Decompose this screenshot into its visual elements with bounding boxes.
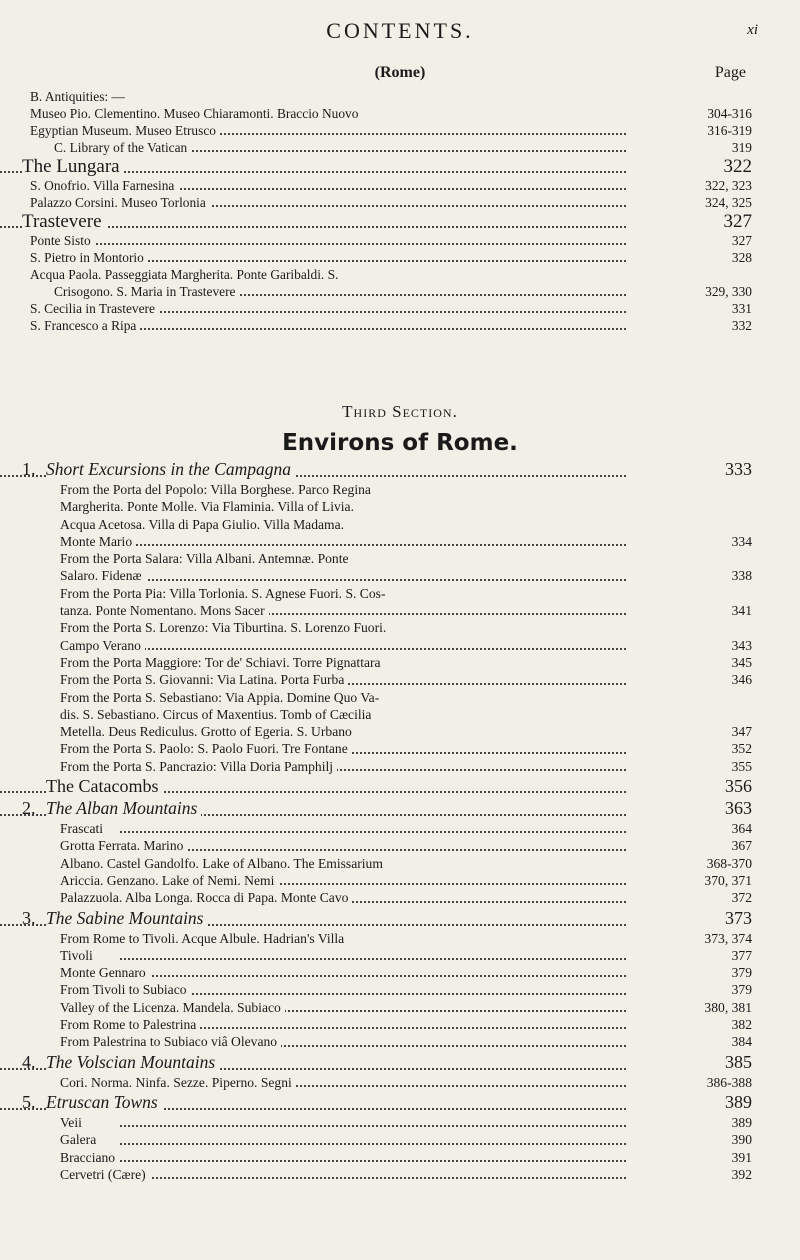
running-head xyxy=(0,18,800,48)
toc-entry-page: 391 xyxy=(628,1149,752,1166)
toc-entry xyxy=(0,637,800,654)
toc-entry xyxy=(0,1033,800,1050)
toc-entry-title: S. Pietro in Montorio xyxy=(30,249,148,266)
chapter-number: 5. xyxy=(22,1091,36,1112)
toc-entry-title: Bracciano xyxy=(60,1149,119,1166)
toc-entry-title: Metella. Deus Rediculus. Grotto of Egeria. S. Urbano xyxy=(60,723,356,740)
chapter-title: Etruscan Towns xyxy=(46,1091,162,1114)
toc-entry xyxy=(0,88,800,105)
toc-entry-page: 319 xyxy=(628,139,752,156)
toc-entry-page: 373 xyxy=(628,907,752,930)
toc-entry-title: From the Porta S. Pancrazio: Villa Doria Pamphilj xyxy=(60,758,337,775)
toc-entry xyxy=(0,654,800,671)
toc-entry xyxy=(0,232,800,249)
toc-entry xyxy=(0,775,800,797)
toc-entry xyxy=(0,947,800,964)
dot-leader xyxy=(60,243,650,245)
toc-entry-title: From the Porta Maggiore: Tor de' Schiavi. Torre Pignattara xyxy=(60,654,385,671)
toc-entry-title: Valley of the Licenza. Mandela. Subiaco xyxy=(60,999,285,1016)
toc-entry-title: Acqua Acetosa. Villa di Papa Giulio. Villa Madama. xyxy=(60,516,348,533)
toc-entry-page: 379 xyxy=(628,964,752,981)
toc-entry-page: 338 xyxy=(628,567,752,584)
toc-entry-title: From the Porta S. Giovanni: Via Latina. Porta Furba xyxy=(60,671,348,688)
toc-entry xyxy=(0,300,800,317)
toc-entry-page: 322 xyxy=(628,156,752,177)
toc-chapter xyxy=(0,458,800,481)
toc-entry-page: 373, 374 xyxy=(628,930,752,947)
chapter-number: 2. xyxy=(22,798,36,819)
dot-leader xyxy=(60,328,650,330)
toc-entry xyxy=(0,550,800,567)
toc-entry xyxy=(0,516,800,533)
toc-entry-title: Cori. Norma. Ninfa. Sezze. Piperno. Segni xyxy=(60,1074,296,1091)
toc-entry-page: 332 xyxy=(628,317,752,334)
toc-entry-page: 329, 330 xyxy=(628,283,752,300)
toc-entry xyxy=(0,105,800,122)
chapter-title: The Volscian Mountains xyxy=(46,1051,219,1074)
toc-entry xyxy=(0,1016,800,1033)
toc-entry-title: Salaro. Fidenæ xyxy=(60,567,146,584)
toc-entry xyxy=(0,317,800,334)
chapter-title: The Sabine Mountains xyxy=(46,907,208,930)
section-label: (Rome) xyxy=(374,64,426,81)
toc-entry-title: Acqua Paola. Passeggiata Margherita. Ponte Garibaldi. S. xyxy=(30,266,342,283)
toc-entry xyxy=(0,602,800,619)
toc-entry-title: From the Porta S. Lorenzo: Via Tiburtina. S. Lorenzo Fuori. xyxy=(60,619,390,636)
toc-entry-title: From the Porta Salara: Villa Albani. Antemnæ. Ponte xyxy=(60,550,353,567)
toc-entry xyxy=(0,194,800,211)
dot-leader xyxy=(120,975,650,977)
toc-entry-title: From Rome to Tivoli. Acque Albule. Hadrian's Villa xyxy=(60,930,348,947)
toc-entry-title: From the Porta del Popolo: Villa Borghese. Parco Regina xyxy=(60,481,375,498)
toc-entry-title: The Catacombs xyxy=(46,775,162,797)
toc-entry-title: Tivoli xyxy=(60,947,97,964)
chapter-title: The Alban Mountains xyxy=(46,797,201,820)
toc-entry-page: 380, 381 xyxy=(628,999,752,1016)
environs-entries xyxy=(0,458,800,1183)
dot-leader xyxy=(120,1125,650,1127)
toc-entry-page: 328 xyxy=(628,249,752,266)
toc-entry xyxy=(0,855,800,872)
page-folio: xi xyxy=(747,22,758,38)
running-head-title: CONTENTS. xyxy=(326,18,474,43)
toc-entry-page: 389 xyxy=(628,1091,752,1114)
toc-entry-page: 356 xyxy=(628,775,752,797)
toc-entry xyxy=(0,740,800,757)
toc-entry-title: Frascati xyxy=(60,820,107,837)
toc-entry xyxy=(0,533,800,550)
toc-entry-page: 370, 371 xyxy=(628,872,752,889)
toc-entry xyxy=(0,283,800,300)
dot-leader xyxy=(120,831,650,833)
toc-entry-title: From Tivoli to Subiaco xyxy=(60,981,191,998)
rome-entries xyxy=(0,88,800,334)
toc-entry xyxy=(0,820,800,837)
toc-entry xyxy=(0,567,800,584)
toc-entry-title: Palazzuola. Alba Longa. Rocca di Papa. Monte Cavo xyxy=(60,889,352,906)
toc-entry xyxy=(0,211,800,232)
toc-entry-page: 385 xyxy=(628,1051,752,1074)
toc-chapter xyxy=(0,907,800,930)
toc-entry xyxy=(0,498,800,515)
toc-entry-page: 345 xyxy=(628,654,752,671)
toc-entry-title: tanza. Ponte Nomentano. Mons Sacer xyxy=(60,602,269,619)
toc-entry-title: Cervetri (Cære) xyxy=(60,1166,150,1183)
dot-leader xyxy=(120,544,650,546)
toc-entry-page: 341 xyxy=(628,602,752,619)
toc-entry-title: From Palestrina to Subiaco viâ Olevano xyxy=(60,1033,281,1050)
toc-entry xyxy=(0,1114,800,1131)
dot-leader xyxy=(120,1177,650,1179)
environs-title: Environs of Rome. xyxy=(282,430,518,456)
page-column-label: Page xyxy=(714,64,746,81)
chapter-title: Short Excursions in the Campagna xyxy=(46,458,295,481)
toc-entry-title: Ponte Sisto xyxy=(30,232,95,249)
dot-leader xyxy=(60,260,650,262)
dot-leader xyxy=(120,849,650,851)
toc-entry-title: Ariccia. Genzano. Lake of Nemi. Nemi xyxy=(60,872,278,889)
toc-entry xyxy=(0,758,800,775)
chapter-number: 3. xyxy=(22,907,36,928)
toc-entry-page: 363 xyxy=(628,797,752,820)
toc-entry-page: 324, 325 xyxy=(628,194,752,211)
toc-entry-title: S. Francesco a Ripa xyxy=(30,317,140,334)
toc-chapter xyxy=(0,797,800,820)
toc-entry-page: 322, 323 xyxy=(628,177,752,194)
toc-entry-title: Galera xyxy=(60,1131,100,1148)
toc-entry-title: From the Porta S. Paolo: S. Paolo Fuori. Tre Fontane xyxy=(60,740,352,757)
section-header xyxy=(0,64,800,88)
toc-entry xyxy=(0,689,800,706)
toc-entry-page: 389 xyxy=(628,1114,752,1131)
toc-entry xyxy=(0,585,800,602)
toc-entry xyxy=(0,619,800,636)
toc-entry xyxy=(0,999,800,1016)
toc-entry xyxy=(0,1074,800,1091)
toc-entry-title: Egyptian Museum. Museo Etrusco xyxy=(30,122,220,139)
toc-entry-title: dis. S. Sebastiano. Circus of Maxentius. Tomb of Cæcilia xyxy=(60,706,375,723)
toc-entry-page: 334 xyxy=(628,533,752,550)
toc-entry-title: S. Cecilia in Trastevere xyxy=(30,300,159,317)
toc-entry xyxy=(0,837,800,854)
toc-entry-page: 377 xyxy=(628,947,752,964)
toc-chapter xyxy=(0,1051,800,1074)
toc-entry xyxy=(0,156,800,177)
toc-entry-title: Monte Mario xyxy=(60,533,136,550)
toc-entry-page: 368-370 xyxy=(628,855,752,872)
chapter-number: 4. xyxy=(22,1051,36,1072)
toc-entry-page: 333 xyxy=(628,458,752,481)
toc-entry-page: 352 xyxy=(628,740,752,757)
toc-entry xyxy=(0,177,800,194)
toc-entry-page: 364 xyxy=(628,820,752,837)
toc-entry-title: Albano. Castel Gandolfo. Lake of Albano. The Emissarium xyxy=(60,855,387,872)
toc-entry-title: Trastevere xyxy=(22,211,106,232)
dot-leader xyxy=(120,1143,650,1145)
toc-entry-page: 331 xyxy=(628,300,752,317)
toc-entry-page: 343 xyxy=(628,637,752,654)
toc-entry xyxy=(0,964,800,981)
toc-entry-title: Palazzo Corsini. Museo Torlonia xyxy=(30,194,210,211)
toc-entry-page: 355 xyxy=(628,758,752,775)
toc-entry-title: The Lungara xyxy=(22,156,124,177)
toc-entry-title: C. Library of the Vatican xyxy=(54,139,191,156)
toc-entry xyxy=(0,1166,800,1183)
toc-entry-title: From the Porta S. Sebastiano: Via Appia. Domine Quo Va- xyxy=(60,689,383,706)
toc-entry xyxy=(0,122,800,139)
toc-entry-title: Campo Verano xyxy=(60,637,145,654)
dot-leader xyxy=(120,579,650,581)
toc-entry-title: Crisogono. S. Maria in Trastevere xyxy=(54,283,240,300)
toc-entry xyxy=(0,889,800,906)
toc-entry-page: 372 xyxy=(628,889,752,906)
toc-entry xyxy=(0,249,800,266)
toc-entry xyxy=(0,1131,800,1148)
toc-entry-title: Museo Pio. Clementino. Museo Chiaramonti. Braccio Nuovo xyxy=(30,105,362,122)
toc-entry xyxy=(0,930,800,947)
toc-entry-title: From the Porta Pia: Villa Torlonia. S. Agnese Fuori. S. Cos- xyxy=(60,585,390,602)
toc-entry-page: 392 xyxy=(628,1166,752,1183)
toc-entry-page: 327 xyxy=(628,211,752,232)
toc-entry-page: 346 xyxy=(628,671,752,688)
toc-entry xyxy=(0,266,800,283)
toc-entry xyxy=(0,981,800,998)
toc-entry-page: 390 xyxy=(628,1131,752,1148)
dot-leader xyxy=(120,993,650,995)
dot-leader xyxy=(120,648,650,650)
toc-entry-title: Veii xyxy=(60,1114,86,1131)
toc-entry xyxy=(0,671,800,688)
toc-chapter xyxy=(0,1091,800,1114)
toc-entry-page: 304-316 xyxy=(628,105,752,122)
toc-entry xyxy=(0,723,800,740)
toc-entry xyxy=(0,139,800,156)
toc-entry-title: From Rome to Palestrina xyxy=(60,1016,200,1033)
toc-entry-page: 316-319 xyxy=(628,122,752,139)
toc-entry-page: 327 xyxy=(628,232,752,249)
toc-entry-page: 367 xyxy=(628,837,752,854)
toc-entry xyxy=(0,706,800,723)
toc-entry-title: Grotta Ferrata. Marino xyxy=(60,837,187,854)
toc-entry xyxy=(0,1149,800,1166)
dot-leader xyxy=(120,1160,650,1162)
toc-entry-page: 379 xyxy=(628,981,752,998)
chapter-number: 1. xyxy=(22,459,36,479)
toc-entry-page: 386-388 xyxy=(628,1074,752,1091)
toc-entry xyxy=(0,872,800,889)
toc-entry-page: 347 xyxy=(628,723,752,740)
third-section-heading: Third Section. xyxy=(342,402,458,421)
toc-entry-page: 384 xyxy=(628,1033,752,1050)
toc-entry-title: S. Onofrio. Villa Farnesina xyxy=(30,177,178,194)
part-heading xyxy=(0,402,800,456)
toc-entry-title: B. Antiquities: — xyxy=(30,88,129,105)
dot-leader xyxy=(120,958,650,960)
toc-entry-title: Monte Gennaro xyxy=(60,964,150,981)
toc-entry xyxy=(0,481,800,498)
toc-entry-page: 382 xyxy=(628,1016,752,1033)
toc-entry-title: Margherita. Ponte Molle. Via Flaminia. Villa of Livia. xyxy=(60,498,358,515)
